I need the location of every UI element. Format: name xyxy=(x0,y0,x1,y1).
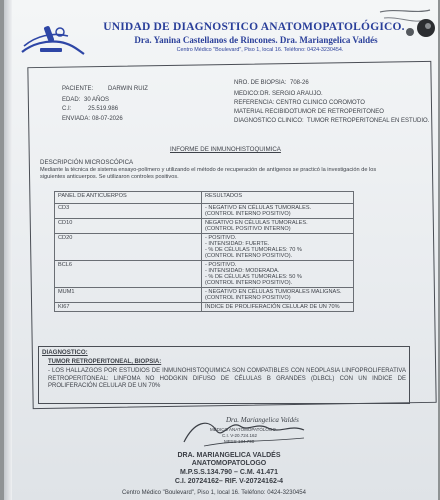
result-line: ÍNDICE DE PROLIFERACIÓN CELULAR DE UN 70% xyxy=(205,304,340,310)
signer-mpss: M.P.S.S.134.790 – C.M. 41.471 xyxy=(180,469,278,476)
stamp-line-2: MÉDICO ANATOMOPATÓLOGO xyxy=(210,427,276,432)
page-shadow xyxy=(4,0,12,500)
clinical-diagnosis-label: DIAGNOSTICO CLINICO: xyxy=(234,118,304,124)
antibody-result xyxy=(202,303,354,312)
patient-name-value: DARWIN RUIZ xyxy=(108,86,148,92)
result-line: - % DE CÉLULAS TUMORALES: 50 % xyxy=(205,274,302,280)
lab-doctors: Dra. Yanina Castellanos de Rincones. Dra. Mariangelica Valdés xyxy=(134,35,378,45)
footer-address: Centro Médico "Boulevard", Piso 1, local 16. Teléfono: 0424-3230454 xyxy=(122,490,306,496)
stamp-line-1: Dra. Mariangelica Valdés xyxy=(226,416,299,424)
result-line: (CONTROL INTERNO POSITIVO). xyxy=(205,280,293,286)
antibody-name: CD10 xyxy=(55,219,202,234)
antibody-result xyxy=(202,261,354,288)
clinical-diagnosis-value: TUMOR RETROPERITONEAL EN ESTUDIO. xyxy=(307,118,430,124)
result-line: - NEGATIVO EN CÉLULAS TUMORALES. xyxy=(205,205,312,211)
result-line: - INTENSIDAD: MODERADA. xyxy=(205,268,280,274)
description-text: Mediante la técnica de sistema ensayo-polímero y utilizando el método de recuperación de antígenos se practicó la investigación de los siguientes anticuerpos. Se utilizaron controles positivos. xyxy=(40,167,377,180)
result-line: - INTENSIDAD: FUERTE. xyxy=(205,241,270,247)
patient-name-label: PACIENTE: xyxy=(62,86,94,92)
doctor-label: MEDICO: xyxy=(234,91,260,97)
diagnosis-subtitle: TUMOR RETROPERITONEAL, BIOPSIA: xyxy=(48,359,162,365)
table-row xyxy=(55,261,354,288)
patient-ci-value: 25.519.986 xyxy=(88,106,119,112)
report-title: INFORME DE INMUNOHISTOQUIMICA xyxy=(170,146,281,153)
material-value: TUMOR DE RETROPERITONEO xyxy=(294,109,384,115)
stamp-line-4: MPSS 134.790 xyxy=(224,439,255,444)
patient-ci-label: C.I: xyxy=(62,106,72,112)
antibody-table xyxy=(54,191,354,312)
diagnosis-title: DIAGNOSTICO: xyxy=(42,349,88,356)
result-line: - POSITIVO. xyxy=(205,235,237,241)
signer-ci: C.I. 20724162– RIF. V-20724162-4 xyxy=(174,478,284,485)
result-line: - % DE CÉLULAS TUMORALES: 70 % xyxy=(205,247,302,253)
result-line: (CONTROL INTERNO POSITIVO). xyxy=(205,253,293,259)
description-title: DESCRIPCIÓN MICROSCÓPICA xyxy=(40,159,134,166)
result-line: (CONTROL INTERNO POSITIVO) xyxy=(205,211,291,217)
table-row xyxy=(55,234,354,261)
doctor-value: DR. SERGIO ARAUJO. xyxy=(260,91,323,97)
report-page xyxy=(4,0,438,500)
antibody-name: KI67 xyxy=(55,303,202,312)
antibody-result xyxy=(202,234,354,261)
patient-age-value: 30 AÑOS xyxy=(84,97,110,103)
sent-date-label: ENVIADA: xyxy=(62,116,91,122)
patient-age-label: EDAD: xyxy=(62,97,81,103)
signature-stamp xyxy=(164,412,324,452)
result-line: (CONTROL POSITIVO INTERNO) xyxy=(205,226,291,232)
biopsy-number-value: 708-26 xyxy=(290,80,309,86)
table-row xyxy=(55,219,354,234)
results-header: RESULTADOS xyxy=(202,192,354,204)
result-line: - POSITIVO. xyxy=(205,262,237,268)
antibody-result xyxy=(202,219,354,234)
diagnosis-text: - LOS HALLAZGOS POR ESTUDIOS DE INMUNOHISTOQUIMICA SON COMPATIBLES CON NEOPLASIA LINFOPROLIFERATIVA RETROPERITONEAL: LINFOMA NO HODGKIN DIFUSO DE CÉLULAS B GRANDES (DLBCL) CON UN INDICE DE PROLIFERACIÓN CELULAR DE UN 70% xyxy=(48,368,406,390)
antibody-name: CD3 xyxy=(55,204,202,219)
table-row xyxy=(55,303,354,312)
stamp-line-3: C.I. V-20.724.162 xyxy=(222,433,258,438)
material-label: MATERIAL RECIBIDO: xyxy=(234,109,296,115)
biopsy-number-label: NRO. DE BIOPSIA: xyxy=(234,80,287,86)
reference-value: CENTRO CLINICO COROMOTO xyxy=(276,100,365,106)
reference-label: REFERENCIA: xyxy=(234,100,275,106)
lab-address: Centro Médico "Boulevard", Piso 1, local 16. Teléfono: 0424-3230454. xyxy=(176,47,344,53)
antibody-result xyxy=(202,204,354,219)
antibody-name: MUM1 xyxy=(55,288,202,303)
panel-header: PANEL DE ANTICUERPOS xyxy=(55,192,202,204)
lab-title: UNIDAD DE DIAGNOSTICO ANATOMOPATOLÓGICO. xyxy=(103,21,405,33)
result-line: (CONTROL INTERNO POSITIVO) xyxy=(205,295,291,301)
table-row xyxy=(55,204,354,219)
antibody-result xyxy=(202,288,354,303)
result-line: - NEGATIVO EN CÉLULAS TUMORALES MALIGNAS. xyxy=(205,289,342,295)
table-row xyxy=(55,288,354,303)
signer-role: ANATOMOPATOLOGO xyxy=(191,460,267,467)
result-line: NEGATIVO EN CÉLULAS TUMORALES. xyxy=(205,220,308,226)
signer-name: DRA. MARIANGELICA VALDÉS xyxy=(177,452,281,459)
antibody-name: BCL6 xyxy=(55,261,202,288)
table-header-row xyxy=(55,192,354,204)
microscope-logo-icon xyxy=(16,22,88,58)
antibody-name: CD20 xyxy=(55,234,202,261)
sent-date-value: 08-07-2026 xyxy=(92,116,123,122)
